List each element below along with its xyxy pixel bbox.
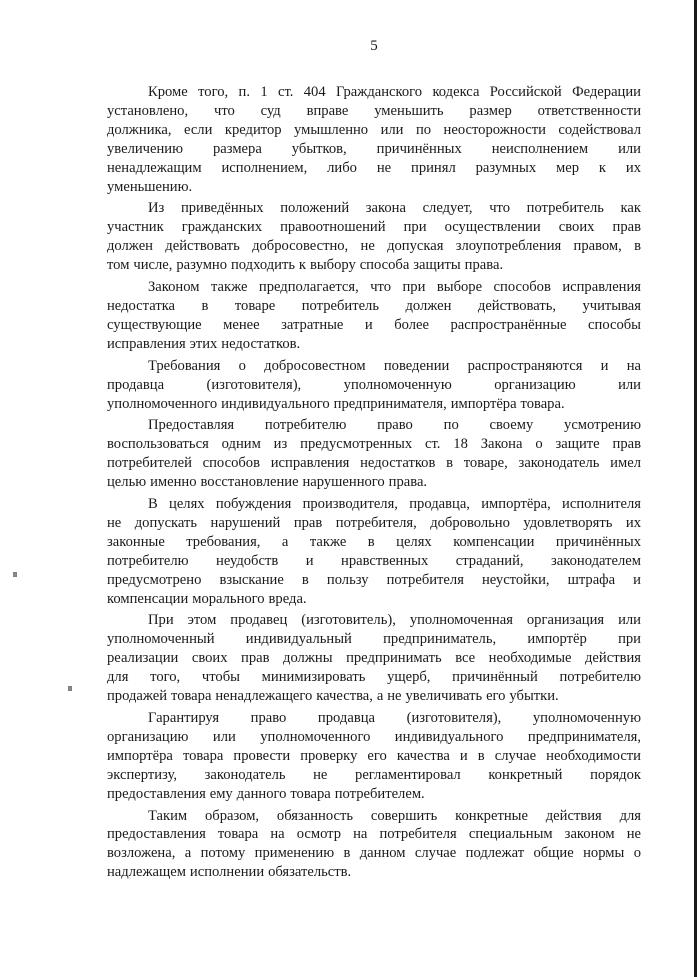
- text-line: Кроме того, п. 1 ст. 404 Гражданского кодекса Российской Федерации: [148, 84, 641, 100]
- text-line: для того, чтобы минимизировать ущерб, причинённый потребителю: [107, 669, 641, 686]
- text-line: предоставления ему данного товара потребителем.: [107, 785, 425, 802]
- text-line: импортёра товара провести проверку его качества и в случае необходимости: [107, 747, 641, 764]
- text-line: законные требования, а также в целях компенсации причинённых: [107, 533, 641, 550]
- paragraph: [107, 611, 641, 706]
- text-line: предусмотрено взыскание в пользу потребителя неустойки, штрафа и: [107, 571, 641, 588]
- paragraph: [107, 709, 641, 804]
- text-line: том числе, разумно подходить к выбору способа защиты права.: [107, 257, 504, 274]
- text-line: Законом также предполагается, что при выборе способов исправления: [148, 279, 641, 296]
- paragraph: [107, 357, 641, 414]
- text-line: реализации своих прав должны предпринимать все необходимые действия: [107, 650, 641, 667]
- text-line: существующие менее затратные и более распространённые способы: [107, 316, 641, 333]
- text-line: надлежащем исполнении обязательств.: [107, 864, 352, 881]
- paragraph: [107, 416, 641, 492]
- text-line: должника, если кредитор умышленно или по неосторожности содействовал: [107, 121, 641, 138]
- text-line: В целях побуждения производителя, продавца, импортёра, исполнителя: [148, 496, 641, 513]
- document-body: [107, 83, 641, 882]
- text-line: должен действовать добросовестно, не допуская злоупотребления правом, в: [107, 238, 641, 255]
- text-line: продавца (изготовителя), уполномоченную организацию или: [107, 376, 641, 393]
- text-line: уменьшению.: [107, 178, 193, 195]
- text-line: Таким образом, обязанность совершить конкретные действия для: [148, 807, 641, 824]
- text-line: экспертизу, законодатель не регламентировал конкретный порядок: [107, 766, 641, 783]
- scan-edge-artifact: [694, 0, 697, 977]
- text-line: уполномоченного индивидуального предпринимателя, импортёра товара.: [107, 395, 565, 412]
- paragraph: [107, 495, 641, 608]
- text-line: продажей товара ненадлежащего качества, а не увеличивать его убытки.: [107, 688, 559, 705]
- text-line: исправления этих недостатков.: [107, 335, 301, 352]
- text-line: При этом продавец (изготовитель), уполномоченная организация или: [148, 612, 641, 629]
- text-line: Требования о добросовестном поведении распространяются и на: [148, 357, 641, 374]
- text-line: уполномоченный индивидуальный предприниматель, импортёр при: [107, 631, 641, 648]
- text-line: Гарантируя право продавца (изготовителя), уполномоченную: [148, 710, 641, 726]
- text-line: предоставления товара на осмотр на потребителя специальным законом не: [107, 826, 641, 843]
- paragraph: [107, 807, 641, 883]
- text-line: организацию или уполномоченного индивидуального предпринимателя,: [107, 728, 641, 745]
- text-line: Предоставляя потребителю право по своему усмотрению: [148, 417, 641, 434]
- text-line: потребителей способов исправления недостатков в товаре, законодатель имел: [107, 455, 641, 472]
- scan-speck: [68, 686, 72, 691]
- text-line: установлено, что суд вправе уменьшить размер ответственности: [107, 102, 641, 119]
- text-line: участник гражданских правоотношений при осуществлении своих прав: [107, 219, 641, 236]
- page-number: 5: [370, 38, 378, 54]
- paragraph: [107, 83, 641, 196]
- text-line: увеличению размера убытков, причинённых неисполнением или: [107, 140, 641, 157]
- text-line: целью именно восстановление нарушенного права.: [107, 474, 428, 491]
- text-line: не допускать нарушений прав потребителя, добровольно удовлетворять их: [107, 514, 641, 531]
- text-line: потребителю неудобств и нравственных страданий, законодателем: [107, 552, 641, 569]
- text-line: компенсации морального вреда.: [107, 590, 307, 607]
- paragraph: [107, 278, 641, 354]
- text-line: недостатка в товаре потребитель должен действовать, учитывая: [107, 297, 641, 314]
- text-line: воспользоваться одним из предусмотренных ст. 18 Закона о защите прав: [107, 436, 641, 453]
- scan-speck: [13, 572, 17, 577]
- text-line: Из приведённых положений закона следует, что потребитель как: [148, 200, 641, 217]
- text-line: ненадлежащим исполнением, либо не принял разумных мер к их: [107, 159, 641, 176]
- text-line: возложена, а потому применению в данном случае подлежат общие нормы о: [107, 845, 641, 862]
- paragraph: [107, 199, 641, 275]
